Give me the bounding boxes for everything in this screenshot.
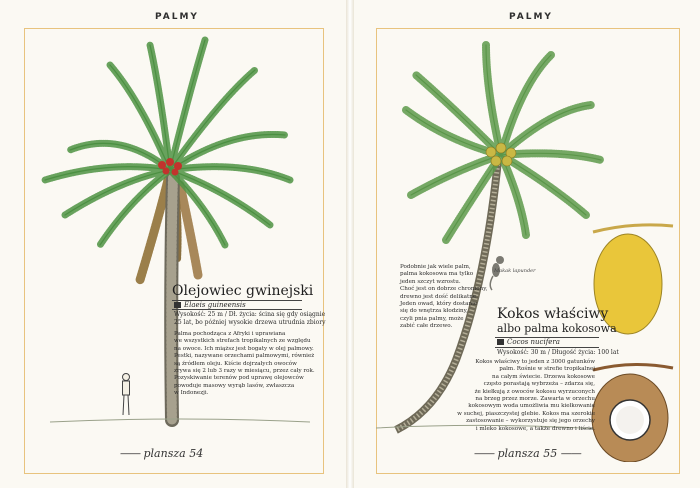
coconut-intro-text: Podobnie jak wiele palm, palma kokosowa ma tylko jeden szczyt wzrostu. Choć jest on dobrze chroniony, drewno jest dość delikatne. Jeden owad, który dostanie się do wnętrza kłodziny, czyli pnia palmy, może zabić całe drzewo. xyxy=(400,264,488,330)
book-gutter xyxy=(346,0,354,488)
oil-palm-description: Palma pochodząca z Afryki i uprawiana we wszystkich strefach tropikalnych ze względu na owoce. Ich miąższ jest bogaty w olej palmowy. Pestki, nazywane orzechami palmowymi, również są źródłem oleju. Kiście dojrzałych owoców zrywa się 2 lub 3 razy w miesiącu, przez cały rok. Pozyskiwanie terenów pod uprawę olejowców powoduje masowy wyrąb lasów, zwłaszcza w Indonezji. xyxy=(174,331,315,397)
oil-palm-latin: Elaeis guineensis xyxy=(174,301,246,309)
coconut-fruit-illustration xyxy=(588,222,678,462)
right-page xyxy=(354,0,700,488)
oil-palm-stats: Wysokość: 25 m / Dł. życia: ścina się gdy osiągnie 25 lat, bo później wysokie drzewa utrudnia zbiory xyxy=(174,311,326,326)
left-section-title: PALMY xyxy=(155,12,199,22)
coconut-subtitle: albo palma kokosowa xyxy=(497,322,617,335)
coconut-description: Kokos właściwy to jeden z 3000 gatunków palm. Rośnie w strefie tropikalnej na całym świecie. Drzewa kokosowe często porastają wybrzeża – zdarza się, że kiełkują z owoców kokosu wyrzuconych na brzeg przez morze. Zawarta w orzechu kokosowym woda umożliwia mu kiełkowanie w suchej, piaszczystej glebie. Kokos ma szerokie zastosowanie – wykorzystuje się jego orzechy i mleko kokosowe, a także drewno i liście. xyxy=(457,359,595,432)
coconut-latin-rule xyxy=(495,347,599,348)
coconut-name: Kokos właściwy xyxy=(497,306,609,322)
right-section-title: PALMY xyxy=(509,12,553,22)
coconut-stats: Wysokość: 30 m / Długość życia: 100 lat xyxy=(497,349,619,356)
right-plate-label: —— plansza 55 —— xyxy=(474,447,581,460)
coconut-latin: Cocos nucifera xyxy=(497,338,560,346)
macaque-caption: Makak lapunder xyxy=(494,268,536,274)
latin-rule xyxy=(172,309,302,310)
oil-palm-name: Olejowiec gwinejski xyxy=(172,283,314,299)
tree-icon xyxy=(497,339,504,345)
tree-icon xyxy=(174,302,181,308)
left-page xyxy=(0,0,346,488)
left-plate-label: —— plansza 54 xyxy=(120,447,204,460)
title-rule xyxy=(172,300,302,301)
